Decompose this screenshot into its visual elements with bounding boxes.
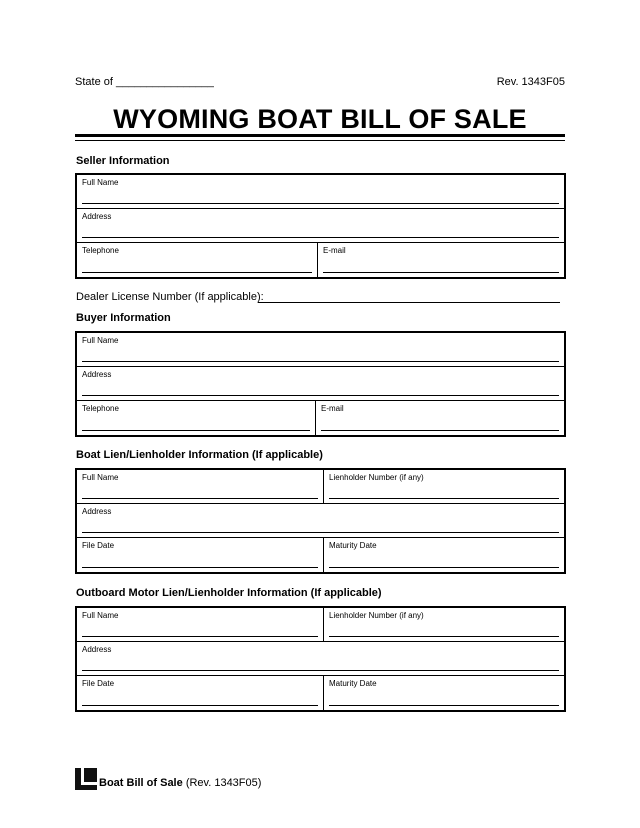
boat-lien-maturity-date-field[interactable] (323, 538, 564, 572)
field-line (82, 567, 318, 568)
field-label: E-mail (321, 404, 344, 413)
document-title: WYOMING BOAT BILL OF SALE (113, 104, 527, 134)
field-label: Maturity Date (329, 541, 377, 550)
motor-lien-address-field[interactable] (77, 642, 564, 675)
field-label: Address (82, 507, 112, 516)
field-label: Full Name (82, 336, 119, 345)
title-rule-thick (75, 134, 565, 137)
field-label: Telephone (82, 404, 119, 413)
field-line (329, 498, 559, 499)
field-line (82, 272, 312, 273)
field-line (82, 636, 318, 637)
motor-lien-dates-row (77, 676, 564, 710)
field-label: Full Name (82, 611, 119, 620)
dealer-license-label: Dealer License Number (If applicable): (76, 291, 264, 303)
field-line (82, 203, 559, 204)
field-label: Address (82, 212, 112, 221)
seller-address-row (77, 209, 564, 243)
field-line (82, 395, 559, 396)
field-label: Lienholder Number (if any) (329, 611, 424, 620)
field-label: Telephone (82, 246, 119, 255)
motor-lien-form (75, 606, 566, 712)
field-label: Lienholder Number (if any) (329, 473, 424, 482)
seller-name-row (77, 175, 564, 209)
buyer-form (75, 331, 566, 437)
field-line (82, 705, 318, 706)
buyer-telephone-field[interactable] (77, 401, 315, 435)
seller-full-name-field[interactable] (77, 175, 564, 208)
seller-contact-row (77, 243, 564, 277)
dealer-license-field[interactable] (258, 302, 560, 303)
boat-lien-form (75, 468, 566, 574)
title-rule-thin (75, 140, 565, 141)
field-line (329, 567, 559, 568)
seller-email-field[interactable] (317, 243, 564, 277)
boat-lien-file-date-field[interactable] (77, 538, 323, 572)
footer-doc-name: Boat Bill of Sale (99, 777, 183, 789)
state-field[interactable]: State of ________________ (75, 76, 214, 88)
buyer-heading: Buyer Information (76, 312, 171, 324)
motor-lien-maturity-date-field[interactable] (323, 676, 564, 710)
field-line (329, 705, 559, 706)
footer-caption (99, 777, 261, 789)
field-line (82, 361, 559, 362)
field-label: Maturity Date (329, 679, 377, 688)
motor-lien-full-name-field[interactable] (77, 608, 323, 641)
motor-lienholder-number-field[interactable] (323, 608, 564, 641)
buyer-full-name-field[interactable] (77, 333, 564, 366)
boat-lien-name-row (77, 470, 564, 504)
seller-heading: Seller Information (76, 155, 170, 167)
field-label: Full Name (82, 473, 119, 482)
document-logo-icon (75, 768, 97, 790)
field-label: Full Name (82, 178, 119, 187)
motor-lien-name-row (77, 608, 564, 642)
field-line (82, 430, 310, 431)
boat-lien-address-row (77, 504, 564, 538)
field-line (82, 237, 559, 238)
field-label: Address (82, 370, 112, 379)
field-line (321, 430, 559, 431)
header-line (75, 76, 565, 90)
buyer-contact-row (77, 401, 564, 435)
revision-number: Rev. 1343F05 (496, 76, 565, 88)
buyer-email-field[interactable] (315, 401, 564, 435)
field-label: E-mail (323, 246, 346, 255)
seller-form (75, 173, 566, 279)
buyer-address-field[interactable] (77, 367, 564, 400)
field-label: File Date (82, 679, 115, 688)
field-line (329, 636, 559, 637)
buyer-address-row (77, 367, 564, 401)
field-line (82, 532, 559, 533)
field-label: File Date (82, 541, 115, 550)
motor-lien-address-row (77, 642, 564, 676)
motor-lien-heading: Outboard Motor Lien/Lienholder Information (If applicable) (76, 587, 382, 599)
boat-lien-address-field[interactable] (77, 504, 564, 537)
field-label: Address (82, 645, 112, 654)
seller-telephone-field[interactable] (77, 243, 317, 277)
seller-address-field[interactable] (77, 209, 564, 242)
boat-lienholder-number-field[interactable] (323, 470, 564, 503)
motor-lien-file-date-field[interactable] (77, 676, 323, 710)
field-line (82, 670, 559, 671)
boat-lien-dates-row (77, 538, 564, 572)
field-line (323, 272, 559, 273)
buyer-name-row (77, 333, 564, 367)
boat-lien-heading: Boat Lien/Lienholder Information (If applicable) (76, 449, 323, 461)
field-line (82, 498, 318, 499)
boat-lien-full-name-field[interactable] (77, 470, 323, 503)
footer-revision: (Rev. 1343F05) (185, 777, 262, 789)
